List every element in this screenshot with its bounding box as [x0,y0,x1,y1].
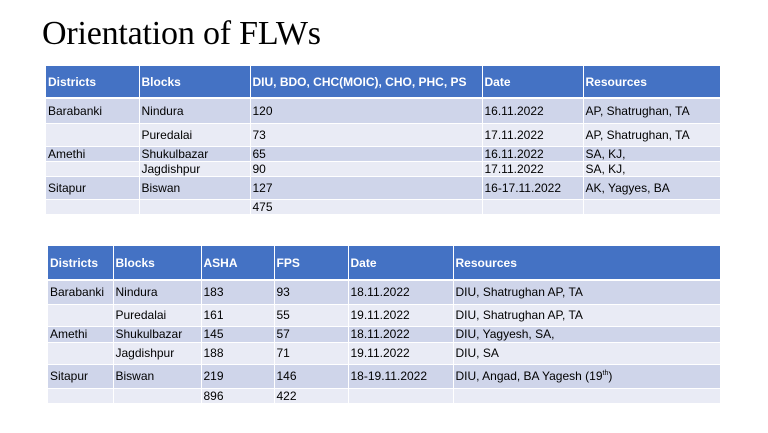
cell-block: Nindura [139,98,250,123]
cell-block: Biswan [113,364,201,388]
table-row [46,161,720,176]
cell-district: Barabanki [46,98,139,123]
cell-total-asha: 896 [201,388,274,403]
cell-asha: 161 [201,304,274,326]
cell-block: Nindura [113,280,201,304]
cell-district: Amethi [46,146,139,161]
cell-fps: 55 [274,304,348,326]
cell-block: Jagdishpur [113,342,201,364]
header-blocks: Blocks [113,246,201,280]
cell-asha: 188 [201,342,274,364]
cell-fps: 146 [274,364,348,388]
header-resources: Resources [583,66,720,98]
cell-date: 17.11.2022 [482,123,583,146]
cell-date: 19.11.2022 [348,342,453,364]
cell-resources: SA, KJ, [583,161,720,176]
cell-date [482,199,583,214]
cell-total-fps: 422 [274,388,348,403]
table-row [48,280,720,304]
cell-date: 18-19.11.2022 [348,364,453,388]
cell-district [46,161,139,176]
cell-block [139,199,250,214]
table-row [48,342,720,364]
cell-asha: 219 [201,364,274,388]
cell-resources: DIU, SA [453,342,720,364]
cell-block: Biswan [139,176,250,199]
cell-block: Jagdishpur [139,161,250,176]
cell-date: 18.11.2022 [348,326,453,342]
cell-district: Barabanki [48,280,113,304]
cell-block: Puredalai [139,123,250,146]
cell-resources: DIU, Shatrughan AP, TA [453,304,720,326]
cell-block: Shukulbazar [113,326,201,342]
table-header-row [48,246,720,280]
header-districts: Districts [48,246,113,280]
table-row [48,326,720,342]
cell-block [113,388,201,403]
cell-date: 16.11.2022 [482,146,583,161]
footnote-close: ) [608,369,613,383]
header-districts: Districts [46,66,139,98]
cell-resources [453,388,720,403]
cell-date: 17.11.2022 [482,161,583,176]
footnote-superscript: th [602,370,609,377]
cell-asha: 183 [201,280,274,304]
cell-resources: AP, Shatrughan, TA [583,98,720,123]
cell-district: Sitapur [48,364,113,388]
flw-orientation-table-1 [46,66,720,215]
table-row [48,364,720,388]
cell-resources: AK, Yagyes, BA [583,176,720,199]
cell-total: 475 [250,199,482,214]
cell-date: 19.11.2022 [348,304,453,326]
cell-district: Sitapur [46,176,139,199]
cell-count: 65 [250,146,482,161]
cell-resources: AP, Shatrughan, TA [583,123,720,146]
cell-block: Shukulbazar [139,146,250,161]
table-row [46,98,720,123]
flw-orientation-table-2 [48,246,720,404]
cell-district [48,388,113,403]
table-row [48,304,720,326]
table-header-row [46,66,720,98]
cell-resources [583,199,720,214]
cell-resources: DIU, Shatrughan AP, TA [453,280,720,304]
cell-count: 120 [250,98,482,123]
slide-title: Orientation of FLWs [42,15,321,52]
cell-resources: SA, KJ, [583,146,720,161]
cell-district [46,123,139,146]
header-date: Date [348,246,453,280]
cell-count: 127 [250,176,482,199]
cell-block: Puredalai [113,304,201,326]
header-resources: Resources [453,246,720,280]
cell-date [348,388,453,403]
cell-fps: 71 [274,342,348,364]
cell-district [46,199,139,214]
header-fps: FPS [274,246,348,280]
cell-fps: 93 [274,280,348,304]
cell-district [48,304,113,326]
cell-resources: DIU, Yagyesh, SA, [453,326,720,342]
cell-date: 16-17.11.2022 [482,176,583,199]
table-total-row [48,388,720,403]
cell-district: Amethi [48,326,113,342]
cell-district [48,342,113,364]
cell-resources [453,364,720,388]
header-asha: ASHA [201,246,274,280]
cell-asha: 145 [201,326,274,342]
table-total-row [46,199,720,214]
cell-count: 90 [250,161,482,176]
cell-date: 18.11.2022 [348,280,453,304]
header-participants: DIU, BDO, CHC(MOIC), CHO, PHC, PS [250,66,482,98]
header-date: Date [482,66,583,98]
table-row [46,146,720,161]
table-row [46,123,720,146]
header-blocks: Blocks [139,66,250,98]
cell-fps: 57 [274,326,348,342]
table-row [46,176,720,199]
resources-text: DIU, Angad, BA Yagesh (19 [455,369,603,383]
cell-count: 73 [250,123,482,146]
cell-date: 16.11.2022 [482,98,583,123]
